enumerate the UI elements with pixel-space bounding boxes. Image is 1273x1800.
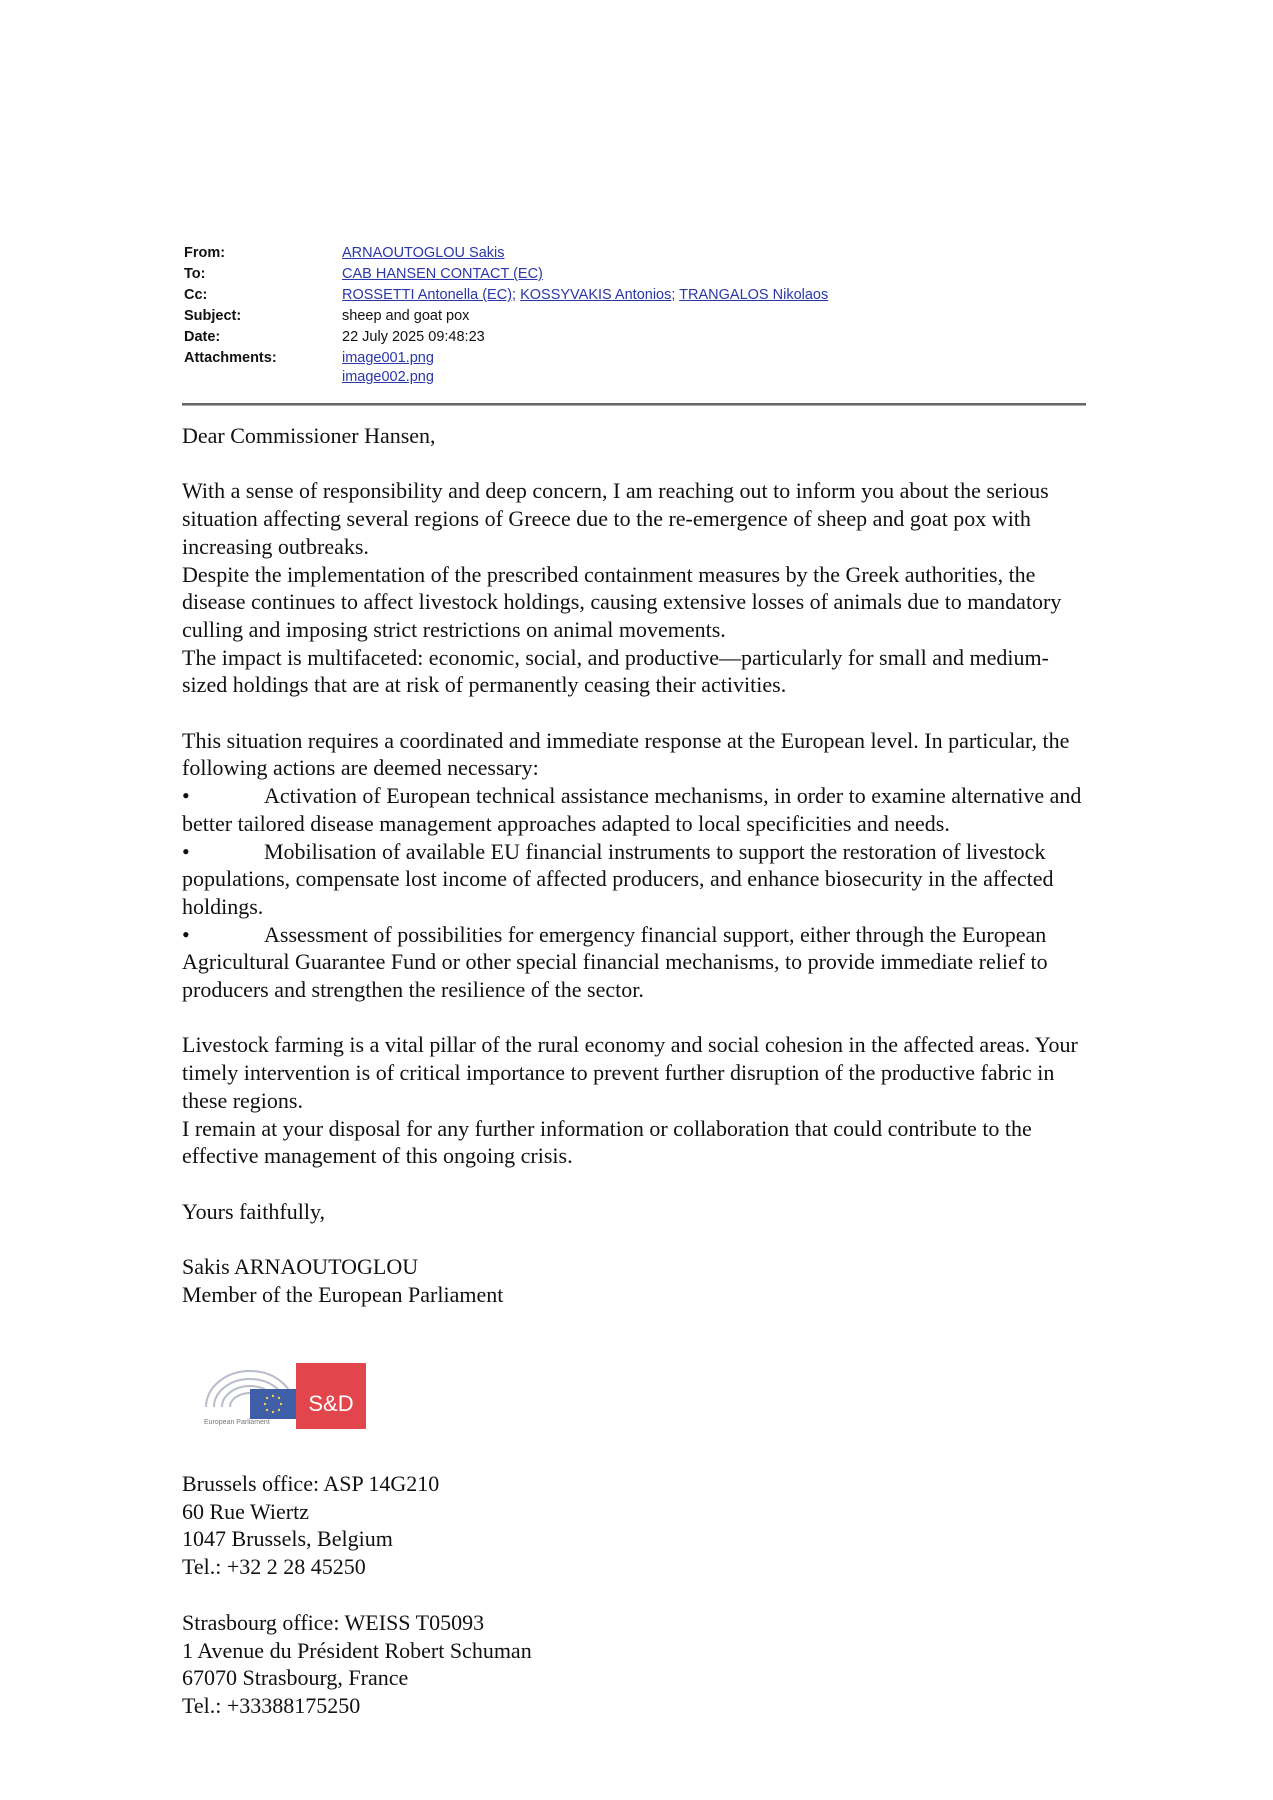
cc-separator: ; [512, 287, 517, 303]
sd-badge: S&D [296, 1363, 366, 1429]
bullet-item [182, 921, 1092, 1004]
office-line: 1 Avenue du Président Robert Schuman [182, 1637, 532, 1663]
cc-row [184, 285, 828, 306]
office-phone: Tel.: +32 2 28 45250 [182, 1554, 366, 1580]
from-label: From: [184, 245, 226, 261]
signature-name: Sakis ARNAOUTOGLOU [182, 1254, 419, 1280]
office-phone: Tel.: +33388175250 [182, 1693, 361, 1719]
salutation: Dear Commissioner Hansen, [182, 423, 436, 448]
attachments-label: Attachments: [184, 350, 277, 366]
european-parliament-icon [200, 1363, 300, 1423]
paragraph: With a sense of responsibility and deep concern, I am reaching out to inform you about the serious situation affecting several regions of Greece due to the re-emergence of sheep and goat pox with increasing outbreaks. [182, 478, 1049, 559]
cc-link-rossetti[interactable]: ROSSETTI Antonella (EC) [342, 287, 513, 303]
cc-link-trangalos[interactable]: TRANGALOS Nikolaos [679, 287, 829, 303]
brussels-office [182, 1470, 682, 1581]
office-line: Strasbourg office: WEISS T05093 [182, 1610, 485, 1635]
to-label: To: [184, 266, 206, 282]
bullet-marker: • [182, 783, 190, 809]
ep-caption: European Parliament [204, 1419, 270, 1426]
closing: Yours faithfully, [182, 1198, 326, 1224]
attachment-link[interactable]: image002.png [342, 369, 434, 385]
header-divider [182, 403, 1086, 406]
office-line: 60 Rue Wiertz [182, 1498, 310, 1524]
from-link[interactable]: ARNAOUTOGLOU Sakis [342, 245, 505, 261]
cc-separator: ; [671, 287, 676, 303]
email-header [184, 243, 828, 387]
bullet-marker: • [182, 921, 190, 947]
office-line: 67070 Strasbourg, France [182, 1665, 409, 1691]
subject-label: Subject: [184, 308, 242, 324]
paragraph: I remain at your disposal for any further information or collaboration that could contribute to the effective management of this ongoing crisis. [182, 1115, 1032, 1169]
date-row [184, 327, 828, 348]
signature-title: Member of the European Parliament [182, 1281, 504, 1307]
cc-link-kossyvakis[interactable]: KOSSYVAKIS Antonios [520, 287, 672, 303]
cc-label: Cc: [184, 287, 208, 303]
subject-value: sheep and goat pox [342, 308, 470, 324]
paragraph: Despite the implementation of the prescribed containment measures by the Greek authorities, the disease continues to affect livestock holdings, causing extensive losses of animals due to mandatory culling and imposing strict restrictions on animal movements. [182, 561, 1062, 642]
attachment-link[interactable]: image001.png [342, 350, 434, 366]
paragraph: Livestock farming is a vital pillar of the rural economy and social cohesion in the affected areas. Your timely intervention is of critical importance to prevent further disruption of the productive fabric in these regions. [182, 1032, 1078, 1113]
attachments-row [184, 348, 828, 387]
bullet-item [182, 838, 1092, 921]
subject-row [184, 306, 828, 327]
paragraph: The impact is multifaceted: economic, social, and productive—particularly for small and medium-sized holdings that are at risk of permanently ceasing their activities. [182, 644, 1049, 698]
bullet-marker: • [182, 838, 190, 864]
strasbourg-office [182, 1609, 682, 1720]
from-row [184, 243, 828, 264]
date-label: Date: [184, 329, 221, 345]
bullet-item [182, 782, 1092, 837]
date-value: 22 July 2025 09:48:23 [342, 329, 485, 345]
office-line: Brussels office: ASP 14G210 [182, 1471, 440, 1496]
bullet-text: Mobilisation of available EU financial instruments to support the restoration of livestock populations, compensate lost income of affected producers, and enhance biosecurity in the affected holdings. [182, 838, 1054, 919]
to-link[interactable]: CAB HANSEN CONTACT (EC) [342, 266, 543, 282]
paragraph: This situation requires a coordinated and immediate response at the European level. In particular, the following actions are deemed necessary: [182, 727, 1070, 781]
bullet-text: Activation of European technical assistance mechanisms, in order to examine alternative and better tailored disease management approaches adapted to local specificities and needs. [182, 783, 1082, 836]
bullet-text: Assessment of possibilities for emergency financial support, either through the European Agricultural Guarantee Fund or other special financial mechanisms, to provide immediate relief to producers and strengthen the resilience of the sector. [182, 921, 1048, 1003]
to-row [184, 264, 828, 285]
sd-logo [200, 1363, 366, 1429]
office-line: 1047 Brussels, Belgium [182, 1526, 393, 1552]
letter-body [182, 422, 1092, 1308]
